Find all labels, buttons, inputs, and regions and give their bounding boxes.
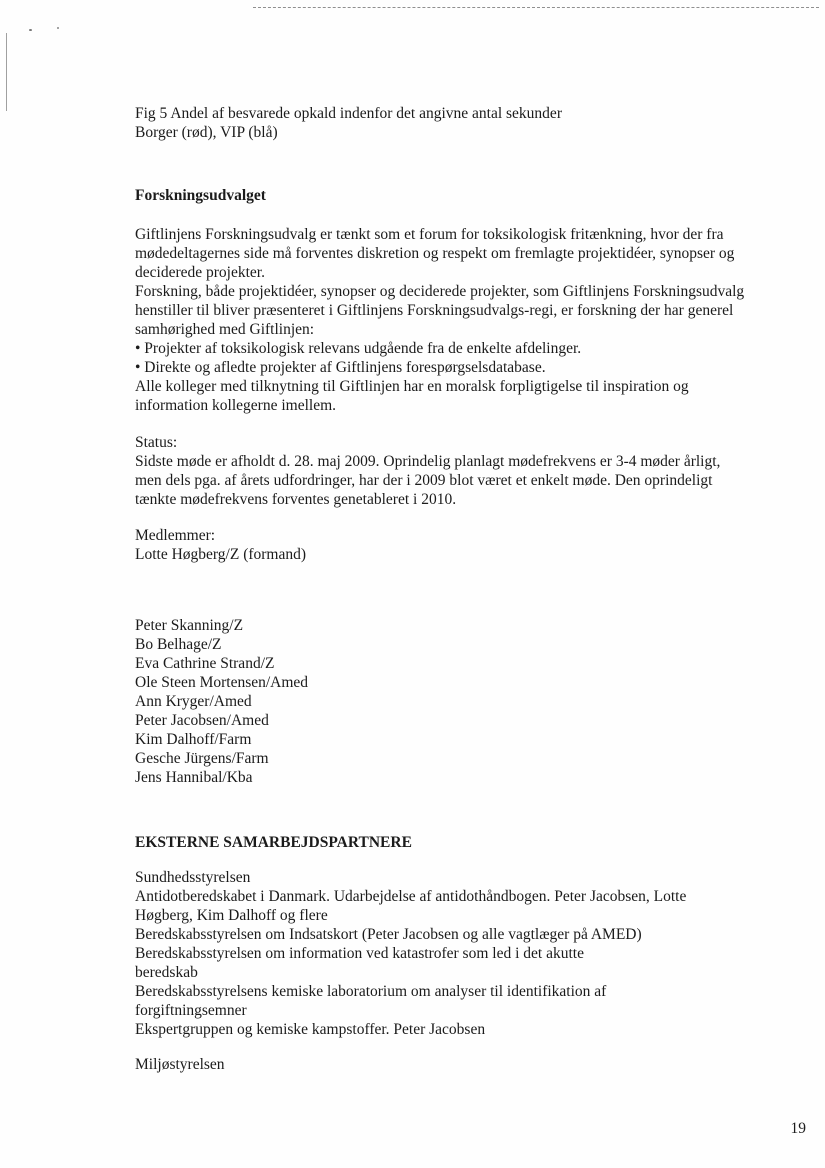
member-list-item: Eva Cathrine Strand/Z [135, 655, 275, 672]
scan-artifact-left-edge-line [6, 33, 7, 111]
member-list-item: Peter Skanning/Z [135, 617, 244, 634]
paragraph-kolleger: Alle kolleger med tilknytning til Giftlinjen har en moralsk forpligtigelse til inspiration og information kollegerne imellem. [135, 378, 689, 414]
medlemmer-label: Medlemmer: [135, 527, 216, 544]
bullet-item-direkte: • Direkte og afledte projekter af Giftlinjens forespørgselsdatabase. [135, 359, 546, 376]
partner-line: Sundhedsstyrelsen [135, 869, 251, 886]
section-heading-eksterne: EKSTERNE SAMARBEJDSPARTNERE [135, 834, 412, 851]
section-heading-forskningsudvalget: Forskningsudvalget [135, 187, 266, 204]
scan-artifact-speck [57, 27, 59, 29]
member-list-item: Peter Jacobsen/Amed [135, 712, 269, 729]
member-list-item: Ann Kryger/Amed [135, 693, 252, 710]
scan-artifact-dashed-line [253, 7, 819, 8]
status-label: Status: [135, 434, 178, 451]
bullet-item-projekter: • Projekter af toksikologisk relevans udgående fra de enkelte afdelinger. [135, 340, 582, 357]
partner-line: Beredskabsstyrelsen om Indsatskort (Peter Jacobsen og alle vagtlæger på AMED) [135, 926, 642, 943]
member-list-item: Ole Steen Mortensen/Amed [135, 674, 309, 691]
partner-line: beredskab [135, 964, 198, 981]
partner-block [135, 868, 747, 1039]
document-content [135, 104, 747, 1074]
member-list-item: Kim Dalhoff/Farm [135, 731, 252, 748]
member-list-item: Jens Hannibal/Kba [135, 769, 253, 786]
page-number: 19 [790, 1120, 806, 1137]
partner-line: Antidotberedskabet i Danmark. Udarbejdelse af antidothåndbogen. Peter Jacobsen, Lotte Høgberg, Kim Dalhoff og flere [135, 888, 687, 924]
partner-miljostyrelsen: Miljøstyrelsen [135, 1056, 225, 1073]
partner-line: Ekspertgruppen og kemiske kampstoffer. Peter Jacobsen [135, 1021, 486, 1038]
partner-line: Beredskabsstyrelsens kemiske laboratorium om analyser til identifikation af [135, 983, 607, 1000]
partner-line: Beredskabsstyrelsen om information ved katastrofer som led i det akutte [135, 945, 584, 962]
paragraph-forskning: Forskning, både projektidéer, synopser og deciderede projekter, som Giftlinjens Forskningsudvalg henstiller til bliver præsenteret i Giftlinjens Forskningsudvalgs-regi, er forskning der har generel samhørighed med Giftlinjen: [135, 283, 745, 338]
member-list-item: Gesche Jürgens/Farm [135, 750, 269, 767]
figure-caption-line2: Borger (rød), VIP (blå) [135, 124, 278, 141]
member-list [135, 616, 747, 787]
scan-artifact-speck [29, 29, 32, 31]
paragraph-forum: Giftlinjens Forskningsudvalg er tænkt som et forum for toksikologisk fritænkning, hvor der fra mødedeltagernes side må forventes diskretion og respekt om fremlagte projektidéer, synopser og deciderede projekter. [135, 226, 735, 281]
status-paragraph: Sidste møde er afholdt d. 28. maj 2009. Oprindelig planlagt mødefrekvens er 3-4 møder årligt, men dels pga. af årets udfordringer, har der i 2009 blot været et enkelt møde. Den oprindeligt tænkte mødefrekvens forventes genetableret i 2010. [135, 453, 721, 508]
figure-caption-line1: Fig 5 Andel af besvarede opkald indenfor det angivne antal sekunder [135, 105, 562, 122]
member-formand: Lotte Høgberg/Z (formand) [135, 546, 307, 563]
member-list-item: Bo Belhage/Z [135, 636, 222, 653]
partner-line: forgiftningsemner [135, 1002, 247, 1019]
